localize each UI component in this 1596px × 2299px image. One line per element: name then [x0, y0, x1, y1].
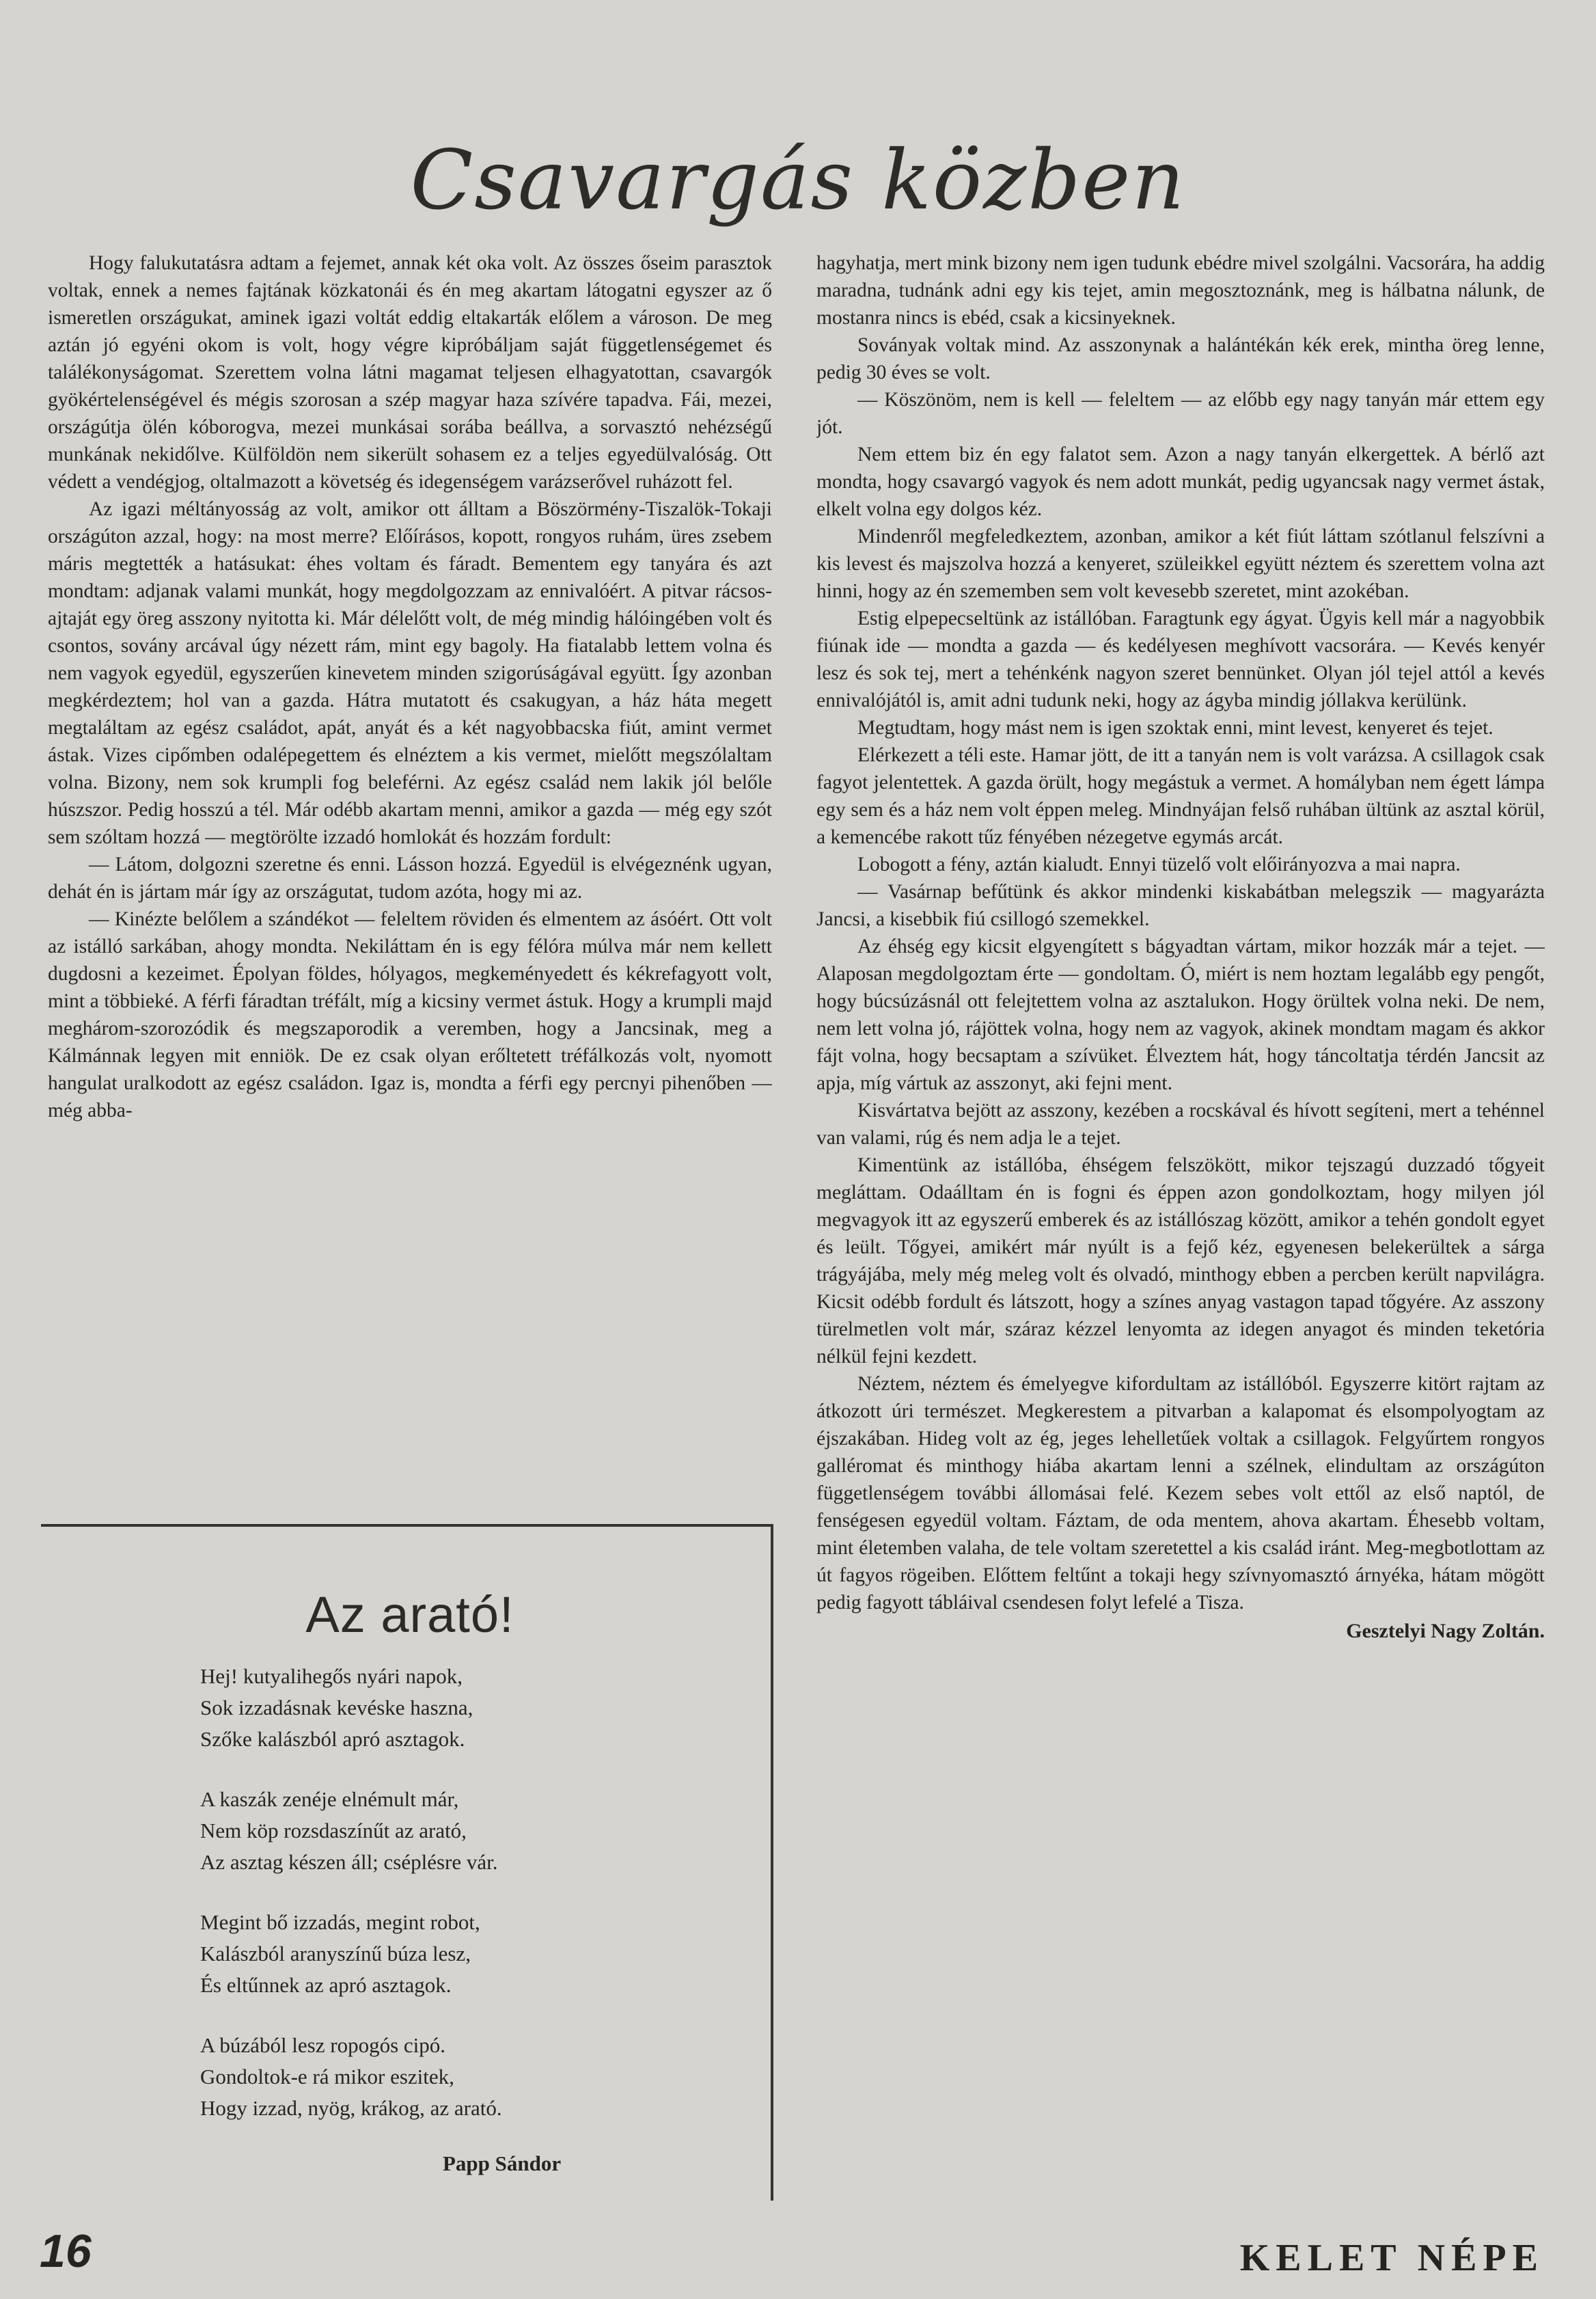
- poem-line: Hej! kutyalihegős nyári napok,: [200, 1664, 463, 1688]
- poem-line: Megint bő izzadás, megint robot,: [200, 1910, 480, 1934]
- poem-line: A búzából lesz ropogós cipó.: [200, 2033, 446, 2057]
- paragraph: — Köszönöm, nem is kell — feleltem — az előbb egy nagy tanyán már ettem egy jót.: [816, 389, 1545, 438]
- poem-line: Gondoltok-e rá mikor eszitek,: [200, 2065, 454, 2089]
- article-author: Gesztelyi Nagy Zoltán.: [1346, 1620, 1545, 1642]
- paragraph: Nem ettem biz én egy falatot sem. Azon a nagy tanyán elkergettek. A bérlő azt mondta, hogy csavargó vagyok és nem adott munkát, pedig ugyancsak nagy vermet ástak, elkelt volna egy dolgos kéz.: [816, 444, 1545, 520]
- paragraph: Az igazi méltányosság az volt, amikor ott álltam a Böszörmény-Tiszalök-Tokaji országúton azzal, hogy: na most merre? Előírásos, kopott, rongyos ruhám, üres zsebem máris megtették a hatásukat: éhes voltam és fáradt. Bementem egy tanyára és azt mondtam: adjanak valami munkát, hogy megdolgozzam az ennivalóért. A pitvar rácsos-ajtaját egy öreg asszony nyitotta ki. Már délelőtt volt, de még mindig hálóingében volt és csontos, sovány arcával úgy nézett rám, mint egy bagoly. Ha fiatalabb lettem volna és nem vagyok egyedül, egyszerűen kinevetem minden szigorúságával együtt. Így azonban megkérdeztem; hol van a gazda. Hátra mutatott és csakugyan, a ház háta megett megtaláltam az egész családot, apát, anyát és a két nagyobbacska fiút, amint vermet ástak. Vizes cipőmben odalépegettem és elnéztem a kis vermet, mielőtt megszólaltam volna. Bizony, nem sok krumpli fog beleférni. Az egész család nem lakik jól belőle húszszor. Pedig hosszú a tél. Már odébb akartam menni, amikor a gazda — még egy szót sem szóltam hozzá — megtörölte izzadó homlokát és hozzám fordult:: [48, 498, 772, 848]
- article-title: Csavargás közben: [410, 133, 1186, 228]
- poem-stanza: [200, 2030, 747, 2124]
- paragraph: — Kinézte belőlem a szándékot — feleltem röviden és elmentem az ásóért. Ott volt az istálló sarkában, ahogy mondta. Nekiláttam én is egy félóra múlva már nem kellett dugdosni a kezeimet. Épolyan földes, hólyagos, megkeményedett és kékrefagyott volt, mint a többieké. A férfi fáradtan tréfált, míg a kicsiny vermet ástuk. Hogy a krumpli majd meghárom-szorozódik és megszaporodik a veremben, hogy a Jancsinak, meg a Kálmánnak legyen mit enniök. De ez csak olyan erőltetett tréfálkozás volt, nyomott hangulat uralkodott az egész családon. Igaz is, mondta a férfi egy percnyi pihenőben — még abba-: [48, 908, 772, 1121]
- poem-line: Nem köp rozsdaszínűt az arató,: [200, 1819, 467, 1842]
- poem-author: Papp Sándor: [443, 2151, 562, 2175]
- article-right-column: [816, 249, 1545, 2190]
- poem-line: Szőke kalászból apró asztagok.: [200, 1727, 465, 1751]
- horizontal-divider: [41, 1524, 772, 1527]
- paragraph: Soványak voltak mind. Az asszonynak a halántékán kék erek, mintha öreg lenne, pedig 30 éves se volt.: [816, 334, 1545, 383]
- paragraph: Hogy falukutatásra adtam a fejemet, annak két oka volt. Az összes őseim parasztok voltak, ennek a nemes fajtának közkatonái és én meg akartam látogatni egyszer az ő ismeretlen országukat, aminek igazi voltát eddig eltakarták előlem a városon. De meg aztán jó egyéni okom is volt, hogy végre kipróbáljam saját függetlenségemet és találékonyságomat. Szerettem volna látni magamat teljesen elhagyatottan, csavargók gyökértelenségével és mégis szorosan a szép magyar haza szívére tapadva. Fái, mezei, országútja ölén kóborogva, mezei munkásai sorába beállva, a sorvasztó nehézségű munkának nekidőlve. Külföldön nem sikerült sohasem ez a teljes egyedülvalóság. Ott védett a vendégjog, oltalmazott a követség és idegenségem varázserővel ruházott fel.: [48, 252, 772, 493]
- poem-line: A kaszák zenéje elnémult már,: [200, 1787, 459, 1811]
- paragraph: Mindenről megfeledkeztem, azonban, amikor a két fiút láttam szótlanul felszívni a kis levest és majszolva hozzá a kenyeret, szüleikkel együtt néztem és szerettem volna azt hinni, hogy az én szememben sem volt kevesebb szeretet, mint azokéban.: [816, 526, 1545, 602]
- paragraph: hagyhatja, mert mink bizony nem igen tudunk ebédre mivel szolgálni. Vacsorára, ha addig maradna, tudnánk adni egy kis tejet, amin megosztoznánk, meg is hálbatna nálunk, de mostanra nincs is ebéd, csak a kicsinyeknek.: [816, 252, 1545, 329]
- poem-line: Az asztag készen áll; cséplésre vár.: [200, 1850, 498, 1874]
- poem-stanza: [200, 1661, 747, 1755]
- article-left-column: [48, 249, 772, 1527]
- poem-line: És eltűnnek az apró asztagok.: [200, 1973, 452, 1997]
- paragraph: Néztem, néztem és émelyegve kifordultam az istállóból. Egyszerre kitört rajtam az átkozott úri természet. Megkerestem a pitvarban a kalapomat és elsompolyogtam az éjszakában. Hideg volt az ég, jeges lehelletűek voltak a csillagok. Felgyűrtem rongyos galléromat és minthogy hiába akartam lenni a szélnek, elindultam az országúton függetlenségem további állomásai felé. Kezem sebes volt ettől az első naptól, de fenségesen egyedül voltam. Fáztam, de oda mentem, ahova akartam. Éhesebb voltam, mint életemben valaha, de tele voltam szeretettel a kis család iránt. Meg-megbotlottam az út fagyos rögeiben. Előttem feltűnt a tokaji hegy szívnyomasztó árnyéka, hátam mögött pedig fagyott tábláival csendesen folyt lefelé a Tisza.: [816, 1373, 1545, 1614]
- publication-masthead: KELET NÉPE: [1239, 2237, 1544, 2279]
- poem-stanza: [200, 1907, 747, 2001]
- paragraph: Az éhség egy kicsit elgyengített s bágyadtan vártam, mikor hozzák már a tejet. — Alaposan megdolgoztam érte — gondoltam. Ó, miért is nem hoztam legalább egy pengőt, hogy búcsúzásnál ott felejtettem volna az asztalukon. Hogy örültek volna neki. De nem, nem lett volna jó, rájöttek volna, hogy nem az vagyok, akinek mondtam magam és akkor fájt volna, hogy becsaptam a szívüket. Élveztem hát, hogy táncoltatja térdén Jancsit az apja, míg vártuk az asszonyt, aki fejni ment.: [816, 936, 1545, 1094]
- paragraph: — Vasárnap befűtünk és akkor mindenki kiskabátban melegszik — magyarázta Jancsi, a kisebbik fiú csillogó szemekkel.: [816, 881, 1545, 930]
- paragraph: Megtudtam, hogy mást nem is igen szoktak enni, mint levest, kenyeret és tejet.: [857, 717, 1494, 739]
- poem-body: [200, 1661, 747, 2153]
- paragraph: Kimentünk az istállóba, éhségem felszökött, mikor tejszagú duzzadó tőgyeit megláttam. Odaálltam én is fogni és éppen azon gondolkoztam, hogy milyen jól megvagyok itt az egyszerű emberek és az istállószag között, amikor a tehén gondolt egyet és leült. Tőgyei, amikért már nyúlt is a fejő kéz, egyenesen belekerültek a sárga trágyájába, mely még meleg volt és olvadó, minthogy ebben a percben került napvilágra. Kicsit odébb fordult és látszott, hogy a színes anyag vastagon tapad tőgyére. Az asszony türelmetlen volt már, száraz kézzel lenyomta az idegen anyagot és minden teketória nélkül fejni kezdett.: [816, 1154, 1545, 1368]
- poem-line: Kalászból aranyszínű búza lesz,: [200, 1942, 471, 1965]
- paragraph: — Látom, dolgozni szeretne és enni. Lásson hozzá. Egyedül is elvégeznénk ugyan, dehát én is jártam már így az országutat, tudom azóta, hogy mi az.: [48, 854, 772, 903]
- poem-stanza: [200, 1784, 747, 1878]
- page-number: 16: [40, 2225, 92, 2277]
- paragraph: Lobogott a fény, aztán kialudt. Ennyi tüzelő volt előirányozva a mai napra.: [857, 854, 1461, 875]
- paragraph: Elérkezett a téli este. Hamar jött, de itt a tanyán nem is volt varázsa. A csillagok csak fagyot jelentettek. A gazda örült, hogy megástuk a vermet. A homályban nem égett lámpa egy sem és a ház nem volt éppen meleg. Mindnyájan felső ruhában ültünk az asztal körül, a kemencébe rakott tűz fényében nézegetve egymás arcát.: [816, 744, 1545, 848]
- poem-title: Az arató!: [305, 1586, 514, 1643]
- paragraph: Estig elpepecseltünk az istállóban. Faragtunk egy ágyat. Ügyis kell már a nagyobbik fiúnak ide — mondta a gazda — és kedélyesen meghívott vacsorára. — Kevés kenyér lesz és sok tej, mert a tehénkénk nagyon szeret bennünket. Olyan jól tejel attól a kevés ennivalójától is, amit adni tudunk neki, hogy az ágyba mindig jóllakva kerülünk.: [816, 608, 1545, 711]
- paragraph: Kisvártatva bejött az asszony, kezében a rocskával és hívott segíteni, mert a tehénnel van valami, rúg és nem adja le a tejet.: [816, 1100, 1545, 1149]
- poem-line: Sok izzadásnak kevéske haszna,: [200, 1696, 473, 1719]
- poem-line: Hogy izzad, nyög, krákog, az arató.: [200, 2096, 502, 2120]
